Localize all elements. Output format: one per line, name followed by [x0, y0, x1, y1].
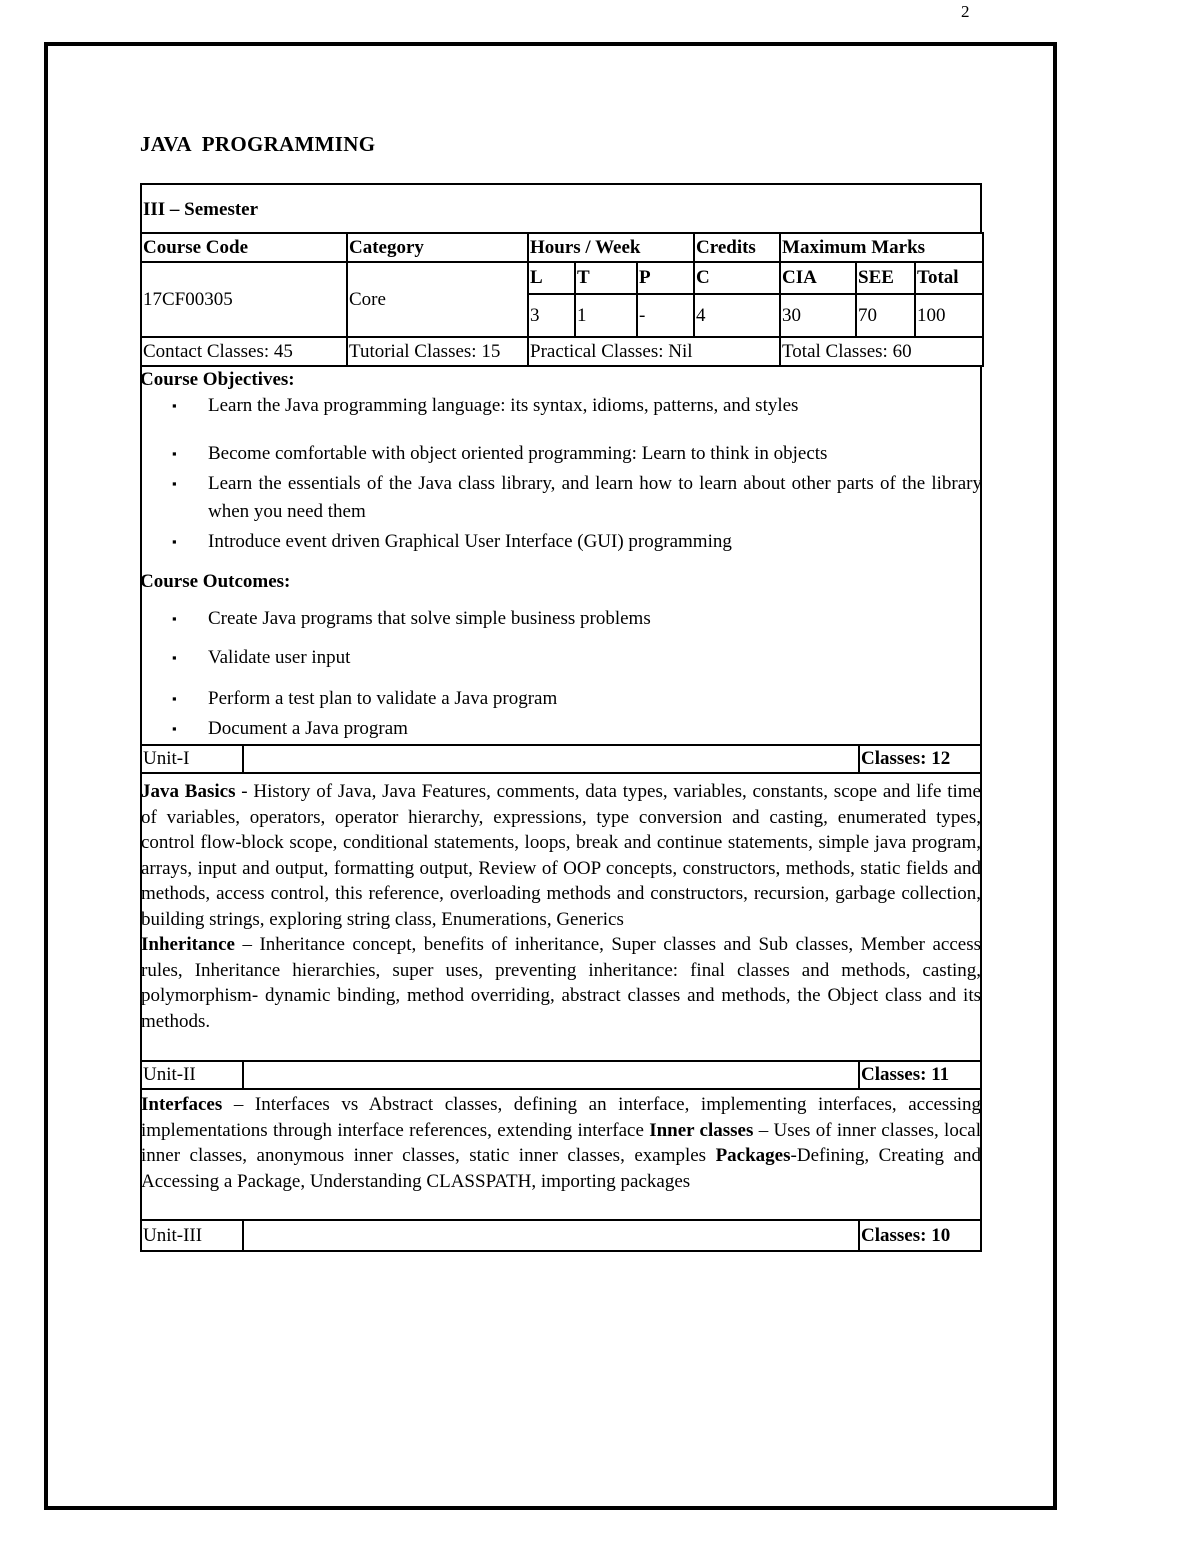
- outcome-text: Create Java programs that solve simple business problems: [208, 608, 651, 629]
- objective-text: Become comfortable with object oriented programming: Learn to think in objects: [208, 443, 828, 464]
- inner-classes-text: – Uses of inner classes, local inner classes, anonymous inner classes, static inner classes, examples: [141, 1119, 981, 1166]
- unit-3-classes: Classes: 10: [858, 1219, 982, 1252]
- unit-3-spacer: [242, 1219, 860, 1252]
- objectives-list: [172, 392, 982, 556]
- inner-classes-heading: Inner classes: [649, 1119, 754, 1141]
- subheader-p: P: [637, 262, 694, 294]
- list-item: [172, 528, 982, 556]
- unit-1-label: Unit-I: [140, 744, 244, 774]
- objectives-heading: Course Objectives:: [140, 369, 295, 390]
- header-credits: Credits: [694, 233, 780, 262]
- subheader-c: C: [694, 262, 780, 294]
- interfaces-heading: Interfaces: [141, 1094, 223, 1115]
- unit-2-classes: Classes: 11: [858, 1060, 982, 1090]
- objective-text: Learn the essentials of the Java class library, and learn how to learn about other parts of the library when you need them: [208, 473, 982, 522]
- unit-2-row: [140, 1060, 982, 1090]
- course-code-value: 17CF00305: [141, 262, 347, 337]
- subheader-cia: CIA: [780, 262, 856, 294]
- header-maximum-marks: Maximum Marks: [780, 233, 983, 262]
- value-see: 70: [856, 294, 915, 337]
- unit-1-content-border: [140, 772, 982, 1062]
- unit-1-classes: Classes: 12: [858, 744, 982, 774]
- value-total: 100: [915, 294, 983, 337]
- header-course-code: Course Code: [141, 233, 347, 262]
- unit-1-spacer: [242, 744, 860, 774]
- unit-1-row: [140, 744, 982, 774]
- total-classes: Total Classes: 60: [780, 337, 983, 366]
- outcomes-heading: Course Outcomes:: [140, 571, 291, 592]
- unit-2-content-border: [140, 1088, 982, 1221]
- subheader-l: L: [528, 262, 575, 294]
- list-item: [172, 440, 982, 468]
- value-cia: 30: [780, 294, 856, 337]
- value-t: 1: [575, 294, 637, 337]
- outcome-text: Validate user input: [208, 647, 351, 668]
- unit-3-row: [140, 1219, 982, 1252]
- objective-text: Introduce event driven Graphical User Interface (GUI) programming: [208, 531, 732, 552]
- unit-2-spacer: [242, 1060, 860, 1090]
- list-item: [172, 392, 982, 420]
- bullet-icon: ▪: [172, 398, 177, 413]
- bullet-icon: ▪: [172, 476, 177, 491]
- bullet-icon: ▪: [172, 446, 177, 461]
- subheader-total: Total: [915, 262, 983, 294]
- bullet-icon: ▪: [172, 611, 177, 626]
- list-item: [172, 715, 982, 743]
- bullet-icon: ▪: [172, 691, 177, 706]
- document-title: JAVA PROGRAMMING: [140, 132, 376, 156]
- course-details-table: [140, 232, 984, 367]
- list-item: [172, 644, 982, 672]
- outcome-text: Document a Java program: [208, 718, 408, 739]
- packages-heading: Packages: [715, 1145, 791, 1166]
- inheritance-heading: Inheritance: [141, 934, 235, 955]
- interfaces-text: – Interfaces vs Abstract classes, defining an interface, implementing interfaces, accessing implementations through interface references, extending interface: [141, 1094, 981, 1141]
- subheader-t: T: [575, 262, 637, 294]
- objective-text: Learn the Java programming language: its syntax, idioms, patterns, and styles: [208, 395, 799, 416]
- list-item: [172, 470, 982, 526]
- outcomes-list: [172, 605, 982, 743]
- value-l: 3: [528, 294, 575, 337]
- outcome-text: Perform a test plan to validate a Java program: [208, 688, 558, 709]
- java-basics-heading: Java Basics: [141, 781, 236, 802]
- semester-row: [140, 183, 982, 234]
- list-item: [172, 605, 982, 633]
- bullet-icon: ▪: [172, 721, 177, 736]
- bullet-icon: ▪: [172, 534, 177, 549]
- tutorial-classes: Tutorial Classes: 15: [347, 337, 528, 366]
- practical-classes: Practical Classes: Nil: [528, 337, 780, 366]
- packages-text: -Defining, Creating and Accessing a Package, Understanding CLASSPATH, importing packages: [141, 1145, 981, 1192]
- page-number: 2: [961, 2, 970, 21]
- value-c: 4: [694, 294, 780, 337]
- header-hours-week: Hours / Week: [528, 233, 694, 262]
- unit-2-label: Unit-II: [140, 1060, 244, 1090]
- semester-label: III – Semester: [143, 199, 259, 220]
- value-p: -: [637, 294, 694, 337]
- list-item: [172, 685, 982, 713]
- bullet-icon: ▪: [172, 650, 177, 665]
- inheritance-text: – Inheritance concept, benefits of inheritance, Super classes and Sub classes, Member access rules, Inheritance hierarchies, super uses, preventing inheritance: final classes and methods, casting, polymorphism- dynamic binding, method overriding, abstract classes and methods, the Object class and its methods.: [141, 934, 981, 1032]
- header-category: Category: [347, 233, 528, 262]
- subheader-see: SEE: [856, 262, 915, 294]
- category-value: Core: [347, 262, 528, 337]
- unit-3-label: Unit-III: [140, 1219, 244, 1252]
- contact-classes: Contact Classes: 45: [141, 337, 347, 366]
- java-basics-text: - History of Java, Java Features, comments, data types, variables, constants, scope and life time of variables, operators, operator hierarchy, expressions, type conversion and casting, enumerated types, control flow-block scope, conditional statements, loops, break and continue statements, simple java program, arrays, input and output, formatting output, Review of OOP concepts, constructors, methods, static fields and methods, access control, this reference, overloading methods and constructors, recursion, garbage collection, building strings, exploring string class, Enumerations, Generics: [141, 781, 981, 930]
